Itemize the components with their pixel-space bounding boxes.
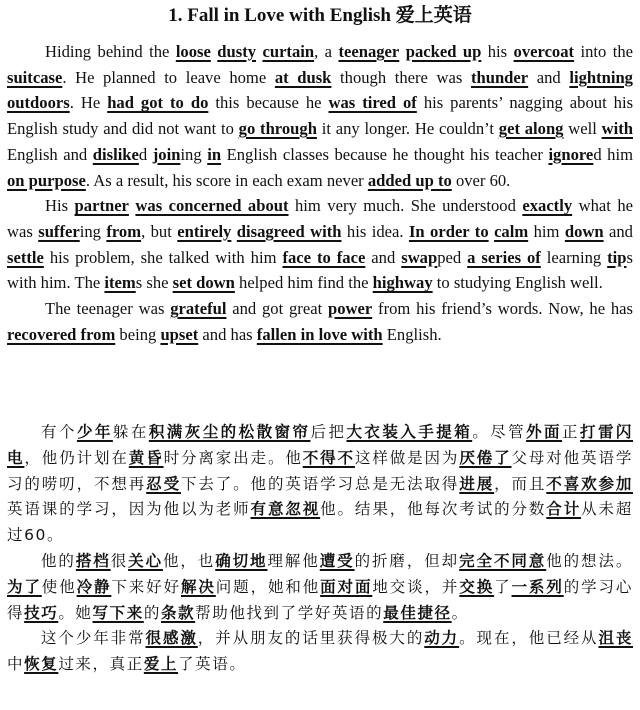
text-run: The teenager was (45, 299, 171, 319)
text-run: his problem, she talked with him (43, 247, 283, 267)
vocab-term: 完全不同意 (459, 551, 547, 570)
vocab-term: was tired of (328, 93, 417, 113)
text-run: though there was (331, 67, 471, 87)
vocab-term: 冷静 (76, 577, 112, 596)
text-run: 下来好好 (111, 577, 181, 596)
vocab-term: settle (7, 247, 44, 267)
vocab-term: 厌倦了 (459, 448, 512, 467)
vocab-term: down (564, 221, 604, 241)
text-run: 问题，她和他 (215, 577, 321, 596)
text-run: it any longer. He couldn’t (316, 119, 499, 139)
text-run: and (603, 221, 633, 241)
english-paragraph-2 (7, 193, 633, 296)
vocab-term: 很感激 (145, 629, 198, 648)
vocab-term: teenager (338, 42, 400, 61)
text-run: . He (69, 93, 108, 113)
text-run: his (481, 42, 514, 61)
english-paragraph-3 (7, 296, 633, 347)
vocab-term: 少年 (76, 423, 113, 441)
text-run: his parents’ nagging about his English study and did not want to (7, 93, 634, 139)
text-run: ，并从朋友的话里获得极大的 (197, 629, 425, 648)
text-run: . As a result, his score in each exam never (85, 170, 368, 190)
text-run: d (138, 144, 153, 164)
vocab-term: suffer (38, 221, 80, 241)
vocab-term: 交换 (459, 577, 495, 596)
text-run: and has (198, 324, 257, 344)
text-run: 了英语。 (178, 655, 247, 674)
page-title: 1. Fall in Love with English 爱上英语 (168, 5, 472, 26)
text-run: 下去了。他的英语学习总是无法取得 (180, 474, 460, 493)
vocab-term: packed up (405, 42, 482, 61)
text-run: Hiding behind the (45, 42, 176, 61)
vocab-term: 条款 (160, 603, 196, 622)
vocab-term: entirely (177, 221, 232, 241)
vocab-term: join (152, 144, 181, 164)
vocab-term: dusty (217, 42, 257, 61)
text-run: and (528, 67, 570, 87)
vocab-term: loose (175, 42, 211, 61)
text-run: ped (437, 247, 468, 267)
text-run: 理解他 (267, 551, 320, 570)
text-run: 英语课的学习，因为他以为老师 (7, 500, 251, 519)
vocab-term: 合计 (546, 500, 582, 519)
chinese-paragraph-1 (7, 420, 633, 549)
vocab-term: highway (372, 273, 433, 293)
text-run: being (115, 324, 161, 344)
text-run: over 60. (451, 170, 511, 190)
vocab-term: get along (498, 119, 564, 139)
vocab-term: 爱上 (143, 655, 179, 674)
text-run: 这样做是因为 (354, 448, 460, 467)
vocab-term: 进展 (459, 474, 495, 493)
text-run: 了 (494, 577, 512, 596)
vocab-term: on purpose (7, 170, 86, 190)
vocab-term: 积满灰尘的松散窗帘 (148, 423, 311, 441)
vocab-term: recovered from (7, 324, 116, 344)
vocab-term: calm (494, 221, 529, 241)
text-run: 帮助他找到了学好英语的 (195, 603, 384, 622)
vocab-term: grateful (170, 299, 227, 319)
text-run: this because he (208, 93, 329, 113)
text-run: d him (593, 144, 633, 164)
vocab-term: 恢复 (24, 655, 59, 674)
text-run: English and (7, 144, 93, 164)
vocab-term: 为了 (7, 577, 42, 596)
vocab-term: In order to (408, 221, 489, 241)
text-run: English classes because he thought his teacher (221, 144, 549, 164)
vocab-term: in (207, 144, 222, 164)
chinese-paragraph-3 (7, 626, 633, 678)
vocab-term: 外面 (526, 423, 563, 441)
text-run: his idea. (341, 221, 409, 241)
text-run: s with him. The (7, 247, 633, 293)
text-run: into the (574, 42, 634, 61)
text-run: 躲在 (112, 423, 149, 441)
text-run: 父母对他英语学习的唠叨，不想再 (7, 448, 633, 493)
text-run: ing (79, 221, 107, 241)
text-run: 他的想法。 (546, 551, 633, 570)
vocab-term: exactly (522, 196, 573, 216)
vocab-term: set down (172, 273, 235, 293)
text-run: , a (314, 42, 339, 61)
text-run: and got great (226, 299, 328, 319)
text-run: him (528, 221, 565, 241)
vocab-term: 打雷闪电 (7, 423, 634, 467)
vocab-term: 不得不 (302, 448, 355, 467)
english-passage (7, 39, 633, 347)
vocab-term: item (104, 273, 136, 293)
text-run: . He planned to leave home (62, 67, 275, 87)
text-run: learning (540, 247, 608, 267)
text-run: 。 (451, 603, 469, 622)
english-paragraph-1 (7, 39, 633, 193)
vocab-term: 关心 (128, 551, 163, 570)
text-run: 从未超过60。 (7, 500, 633, 545)
text-run: ，而且 (494, 474, 547, 493)
text-run: 他。结果，他每次考试的分数 (320, 500, 547, 519)
text-run: 有个 (41, 423, 77, 441)
text-run: 他，也 (162, 551, 216, 570)
text-run: 。现在，他已经从 (459, 629, 599, 648)
text-run: helped him find the (234, 273, 373, 293)
vocab-term: 沮丧 (598, 629, 633, 648)
vocab-term: 最佳捷径 (383, 603, 452, 622)
text-run: 时分离家出走。他 (163, 448, 303, 467)
vocab-term: a series of (467, 247, 541, 267)
vocab-term: tip (607, 247, 627, 267)
chinese-paragraph-2 (7, 549, 633, 626)
vocab-term: was concerned about (135, 196, 289, 216)
text-run: 。她 (58, 603, 93, 622)
vocab-term: lightning (569, 67, 633, 87)
vocab-term: 忍受 (146, 474, 181, 493)
vocab-term: ignore (548, 144, 594, 164)
vocab-term: swap (401, 247, 438, 267)
text-run: him very much. She understood (288, 196, 523, 216)
vocab-term: thunder (470, 67, 529, 87)
vocab-term: 大衣装入手提箱 (346, 423, 473, 441)
vocab-term: added up to (367, 170, 452, 190)
vocab-term: 遭受 (319, 551, 355, 570)
text-run: 过来，真正 (58, 655, 144, 674)
vocab-term: upset (160, 324, 199, 344)
vocab-term: curtain (262, 42, 315, 61)
vocab-term: disagreed with (236, 221, 342, 241)
text-run: ing (180, 144, 208, 164)
text-run: 的 (143, 603, 161, 622)
text-run: and (365, 247, 402, 267)
text-run: English. (382, 324, 442, 344)
vocab-term: 一系列 (511, 577, 564, 596)
vocab-term: at dusk (274, 67, 332, 87)
text-run: 的学习心得 (7, 577, 634, 622)
text-run: well (563, 119, 602, 139)
vocab-term: dislike (92, 144, 139, 164)
vocab-term: had got to do (107, 93, 209, 113)
vocab-term: 解决 (180, 577, 216, 596)
vocab-term: fallen in love with (256, 324, 383, 344)
text-run: s she (135, 273, 173, 293)
vocab-term: suitcase (7, 67, 63, 87)
vocab-term: 技巧 (24, 603, 59, 622)
vocab-term: 面对面 (320, 577, 373, 596)
text-run: 。尽管 (472, 423, 527, 441)
text-run: 的折磨，但却 (354, 551, 460, 570)
vocab-term: outdoors (7, 93, 70, 113)
vocab-term: face to face (282, 247, 366, 267)
text-run: 地交谈，并 (372, 577, 460, 596)
text-run: 这个少年非常 (41, 629, 146, 648)
text-run: from his friend’s words. Now, he has (372, 299, 633, 319)
vocab-term: 搭档 (75, 551, 111, 570)
text-run: , but (141, 221, 178, 241)
vocab-term: 有意忽视 (250, 500, 321, 519)
text-run: 很 (110, 551, 129, 570)
vocab-term: from (106, 221, 142, 241)
vocab-term: partner (74, 196, 129, 216)
text-run: what he was (7, 196, 634, 241)
vocab-term: overcoat (513, 42, 575, 61)
text-run: 后把 (310, 423, 347, 441)
vocab-term: 不喜欢参加 (546, 474, 633, 493)
vocab-term: 确切地 (215, 551, 268, 570)
vocab-term: 写下来 (92, 603, 144, 622)
chinese-translation (7, 420, 633, 678)
text-run: ，他仍计划在 (24, 448, 129, 467)
vocab-term: 黄昏 (128, 448, 164, 467)
text-run: to studying English well. (432, 273, 603, 293)
text-run: 正 (562, 423, 580, 441)
vocab-term: with (601, 119, 633, 139)
text-run: 他的 (41, 551, 76, 570)
vocab-term: power (327, 299, 373, 319)
text-run: 使他 (41, 577, 77, 596)
text-run: His (45, 196, 75, 216)
text-run: 中 (7, 655, 25, 674)
vocab-term: 动力 (424, 629, 460, 648)
vocab-term: go through (238, 119, 317, 139)
